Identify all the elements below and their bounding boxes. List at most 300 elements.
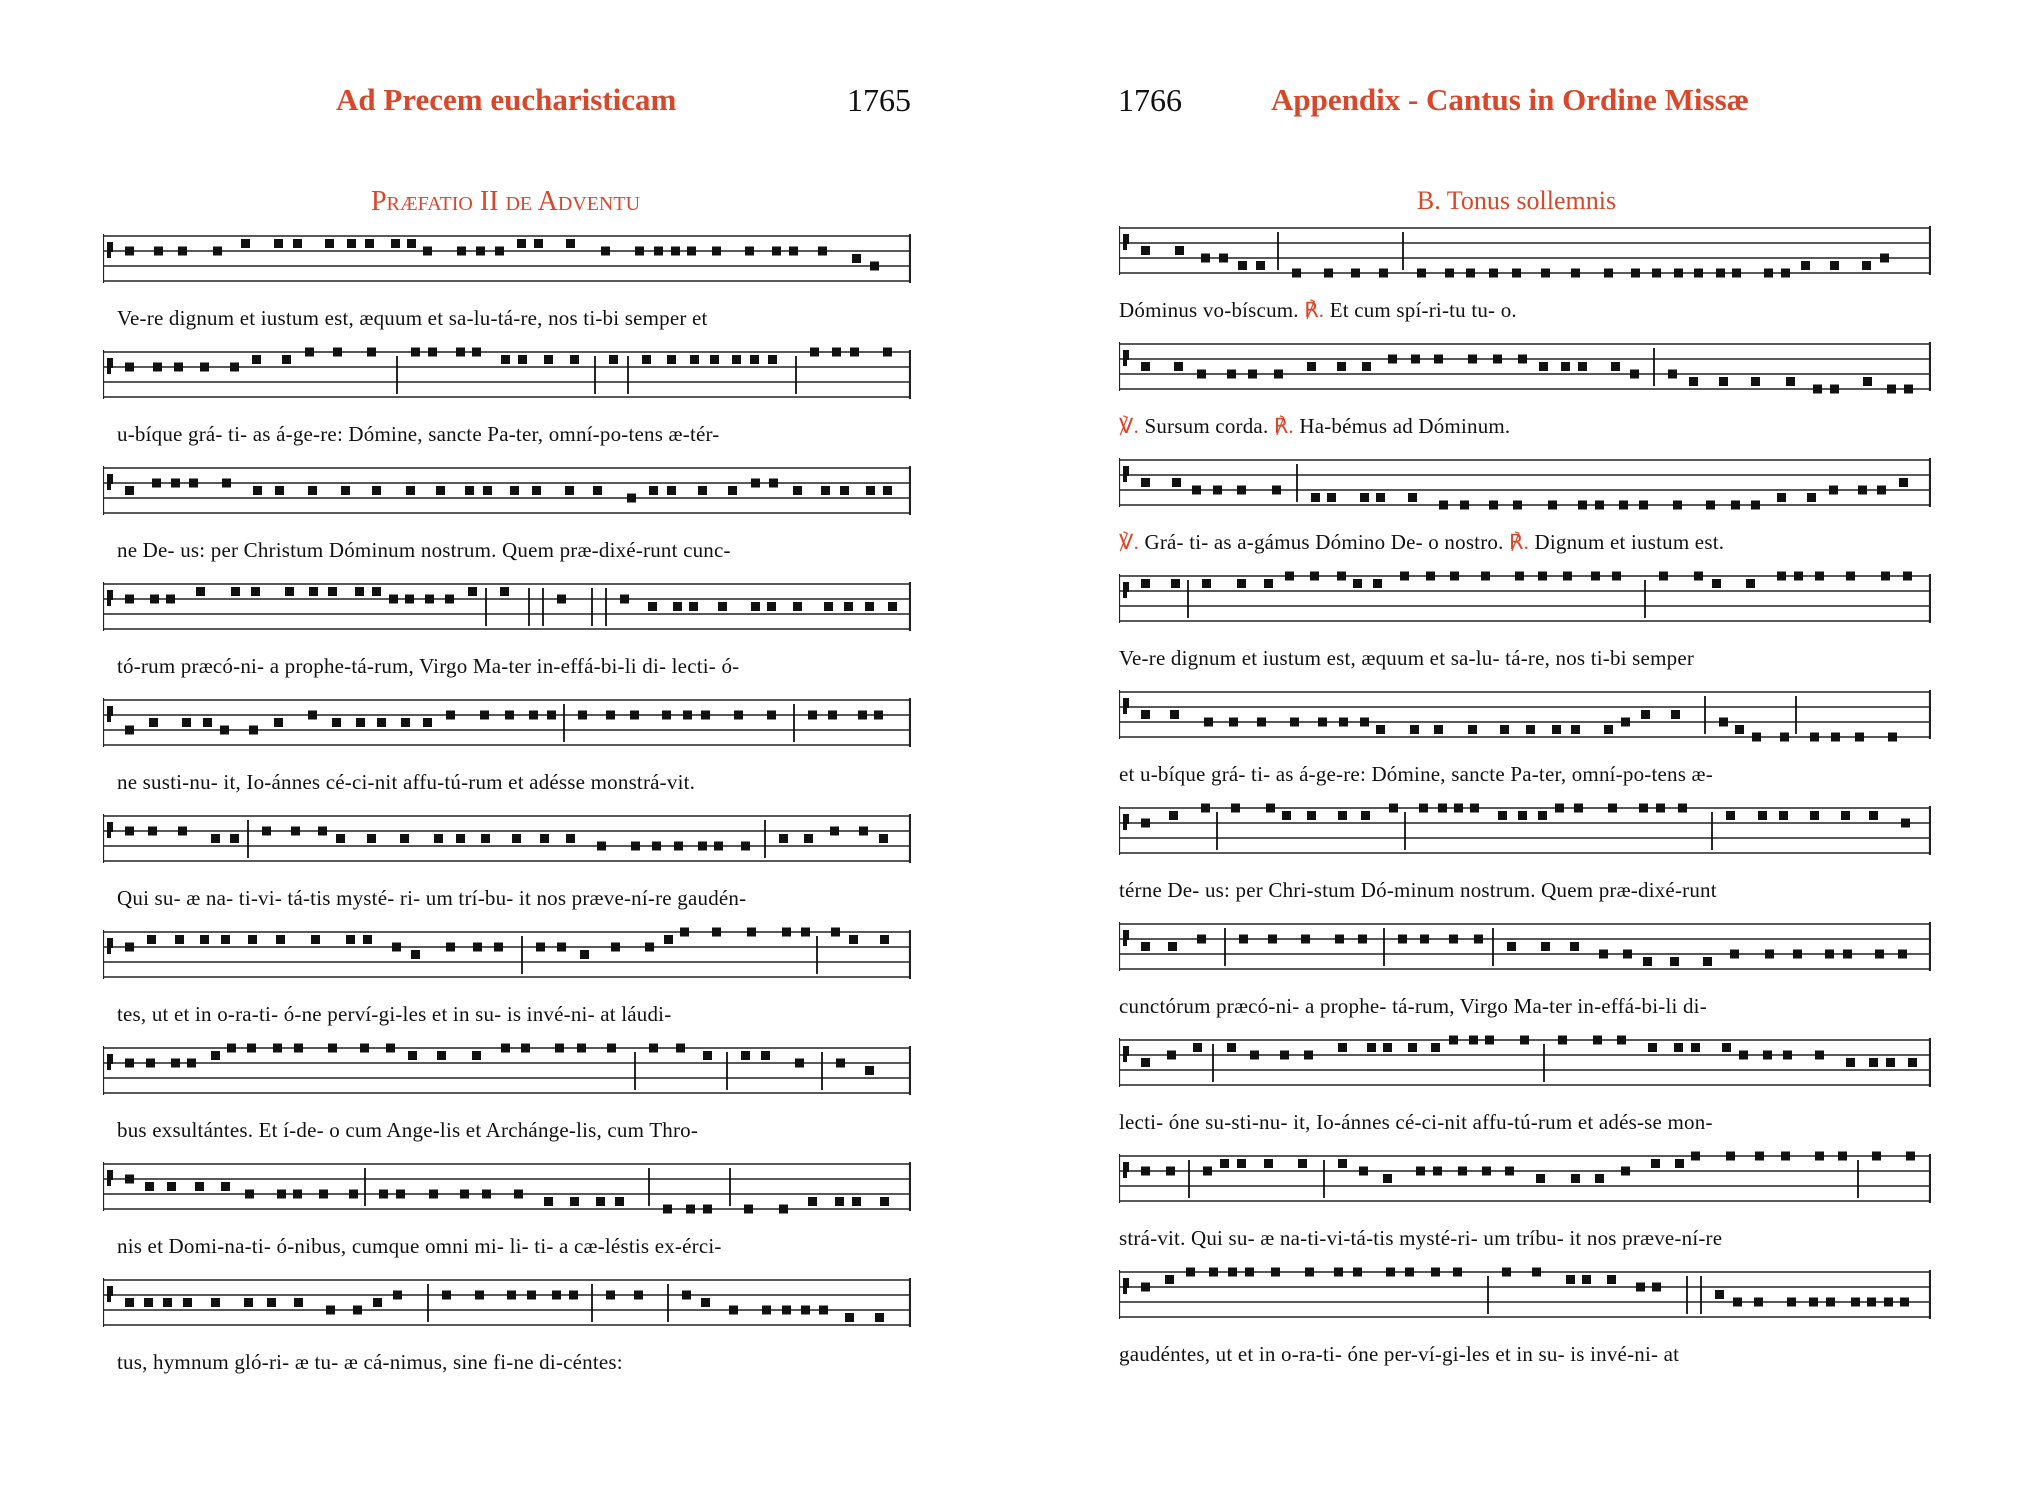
punctum-note (411, 950, 420, 959)
punctum-note (1869, 1058, 1878, 1067)
punctum-note (883, 348, 892, 357)
punctum-note (1604, 269, 1613, 278)
punctum-note (1515, 572, 1524, 581)
punctum-note (654, 247, 663, 256)
punctum-note (751, 602, 760, 611)
punctum-note (125, 595, 134, 604)
punctum-note (1502, 1268, 1511, 1277)
punctum-note (147, 935, 156, 944)
punctum-note (683, 711, 692, 720)
do-clef-icon (107, 242, 113, 258)
punctum-note (1505, 1167, 1514, 1176)
punctum-note (481, 834, 490, 843)
punctum-note (1552, 725, 1561, 734)
punctum-note (627, 494, 636, 503)
punctum-note (762, 1306, 771, 1315)
punctum-note (1417, 269, 1426, 278)
punctum-note (305, 348, 314, 357)
lyric-line: u-bíque grá- ti- as á-ge-re: Dómine, sancte Pa-ter, omní-po-tens æ-tér- (117, 422, 720, 446)
punctum-note (125, 247, 134, 256)
punctum-note (1630, 370, 1639, 379)
staff (103, 1156, 911, 1220)
punctum-note (411, 348, 420, 357)
punctum-note (1863, 377, 1872, 386)
punctum-note (821, 486, 830, 495)
punctum-note (710, 355, 719, 364)
do-clef-icon (1123, 698, 1129, 714)
punctum-note (325, 239, 334, 248)
punctum-note (248, 935, 257, 944)
punctum-note (1141, 710, 1150, 719)
punctum-note (1846, 1058, 1855, 1067)
punctum-note (294, 1298, 303, 1307)
punctum-note (667, 486, 676, 495)
punctum-note (196, 587, 205, 596)
punctum-note (1141, 942, 1150, 951)
punctum-note (1777, 493, 1786, 502)
punctum-note (445, 595, 454, 604)
staff (1119, 916, 1931, 980)
punctum-note (1571, 725, 1580, 734)
lyric-line (1119, 530, 1931, 555)
punctum-note (673, 602, 682, 611)
chant-system (1119, 1264, 1931, 1376)
punctum-note (866, 486, 875, 495)
chant-system (103, 808, 911, 920)
punctum-note (1532, 1268, 1541, 1277)
punctum-note (1541, 942, 1550, 951)
punctum-note (333, 348, 342, 357)
punctum-note (1636, 1283, 1645, 1292)
lyric-segment: Ha-bémus ad Dóminum. (1293, 414, 1511, 438)
punctum-note (408, 1051, 417, 1060)
punctum-note (1280, 1051, 1289, 1060)
punctum-note (1141, 579, 1150, 588)
punctum-note (1561, 362, 1570, 371)
punctum-note (1652, 269, 1661, 278)
punctum-note (1851, 1298, 1860, 1307)
punctum-note (349, 1190, 358, 1199)
punctum-note (1474, 935, 1483, 944)
punctum-note (1482, 1167, 1491, 1176)
lyric-segment: et u-bíque grá- ti- as á-ge-re: Dómine, sancte Pa-ter, omní-po-tens æ- (1119, 762, 1713, 786)
punctum-note (332, 718, 341, 727)
punctum-note (1386, 1268, 1395, 1277)
punctum-note (1862, 261, 1871, 270)
punctum-note (1431, 1043, 1440, 1052)
punctum-note (336, 834, 345, 843)
punctum-note (1689, 377, 1698, 386)
chant-system (1119, 916, 1931, 1028)
punctum-note (1271, 1268, 1280, 1277)
punctum-note (1324, 269, 1333, 278)
punctum-note (1617, 1036, 1626, 1045)
punctum-note (859, 827, 868, 836)
punctum-note (845, 1313, 854, 1322)
punctum-note (1257, 718, 1266, 727)
do-clef-icon (107, 1054, 113, 1070)
punctum-note (1141, 478, 1150, 487)
punctum-note (401, 718, 410, 727)
punctum-note (1237, 486, 1246, 495)
punctum-note (615, 1197, 624, 1206)
punctum-note (832, 348, 841, 357)
punctum-note (1899, 478, 1908, 487)
punctum-note (1237, 579, 1246, 588)
punctum-note (1468, 355, 1477, 364)
punctum-note (1783, 1051, 1792, 1060)
punctum-note (1813, 385, 1822, 394)
punctum-note (495, 247, 504, 256)
punctum-note (1383, 1043, 1392, 1052)
punctum-note (1787, 1298, 1796, 1307)
punctum-note (1826, 1298, 1835, 1307)
punctum-note (274, 718, 283, 727)
punctum-note (200, 935, 209, 944)
lyric-segment: Grá- ti- as a-gámus Dómino De- o nostro. (1139, 530, 1510, 554)
punctum-note (1735, 725, 1744, 734)
punctum-note (1203, 1167, 1212, 1176)
punctum-note (1716, 269, 1725, 278)
chant-system (1119, 684, 1931, 796)
lyric-line (1119, 878, 1931, 903)
left-running-head: Ad Precem eucharisticam (336, 82, 677, 117)
punctum-note (482, 1190, 491, 1199)
punctum-note (391, 239, 400, 248)
staff (103, 344, 911, 408)
punctum-note (1754, 1298, 1763, 1307)
punctum-note (213, 247, 222, 256)
lyric-line (1119, 994, 1931, 1019)
punctum-note (750, 355, 759, 364)
punctum-note (1353, 579, 1362, 588)
punctum-note (1884, 1298, 1893, 1307)
punctum-note (1229, 718, 1238, 727)
punctum-note (1815, 1051, 1824, 1060)
punctum-note (1886, 1058, 1895, 1067)
punctum-note (745, 247, 754, 256)
punctum-note (1641, 710, 1650, 719)
punctum-note (634, 1291, 643, 1300)
chant-system (103, 344, 911, 456)
punctum-note (407, 239, 416, 248)
punctum-note (687, 247, 696, 256)
rubric-sign: ℟. (1273, 414, 1294, 438)
punctum-note (1518, 811, 1527, 820)
punctum-note (566, 834, 575, 843)
punctum-note (211, 1051, 220, 1060)
punctum-note (570, 355, 579, 364)
punctum-note (879, 834, 888, 843)
punctum-note (1670, 957, 1679, 966)
punctum-note (648, 602, 657, 611)
punctum-note (1671, 710, 1680, 719)
punctum-note (1460, 501, 1469, 510)
punctum-note (406, 486, 415, 495)
punctum-note (686, 1205, 695, 1214)
punctum-note (1376, 493, 1385, 502)
punctum-note (1197, 935, 1206, 944)
punctum-note (507, 1291, 516, 1300)
do-clef-icon (107, 822, 113, 838)
punctum-note (367, 348, 376, 357)
punctum-note (529, 711, 538, 720)
punctum-note (1752, 733, 1761, 742)
do-clef-icon (107, 1286, 113, 1302)
punctum-note (245, 1190, 254, 1199)
punctum-note (1360, 493, 1369, 502)
punctum-note (1468, 725, 1477, 734)
punctum-note (163, 1298, 172, 1307)
lyric-segment: Sursum corda. (1139, 414, 1274, 438)
punctum-note (1810, 733, 1819, 742)
punctum-note (1165, 1275, 1174, 1284)
punctum-note (1694, 572, 1703, 581)
punctum-note (712, 928, 721, 937)
punctum-note (460, 1190, 469, 1199)
punctum-note (1453, 1268, 1462, 1277)
punctum-note (824, 602, 833, 611)
chant-system (103, 460, 911, 572)
punctum-note (1758, 811, 1767, 820)
punctum-note (1307, 362, 1316, 371)
punctum-note (514, 1190, 523, 1199)
right-running-head: Appendix - Cantus in Ordine Missæ (1271, 82, 1750, 117)
punctum-note (789, 247, 798, 256)
punctum-note (405, 595, 414, 604)
punctum-note (1715, 1290, 1724, 1299)
punctum-note (793, 486, 802, 495)
punctum-note (294, 1044, 303, 1053)
punctum-note (1599, 950, 1608, 959)
punctum-note (768, 355, 777, 364)
punctum-note (880, 1197, 889, 1206)
punctum-note (446, 711, 455, 720)
punctum-note (1493, 355, 1502, 364)
punctum-note (1438, 804, 1447, 813)
punctum-note (1201, 254, 1210, 263)
punctum-note (187, 1059, 196, 1068)
punctum-note (698, 486, 707, 495)
do-clef-icon (1123, 1162, 1129, 1178)
punctum-note (1228, 1268, 1237, 1277)
punctum-note (1141, 246, 1150, 255)
punctum-note (1454, 804, 1463, 813)
lyric-segment: lecti- óne su-sti-nu- it, Io-ánnes cé-ci-nit affu-tú-rum et adés-se mon- (1119, 1110, 1713, 1134)
punctum-note (1174, 362, 1183, 371)
right-page (1011, 0, 2022, 1500)
punctum-note (606, 1291, 615, 1300)
punctum-note (174, 363, 183, 372)
punctum-note (1881, 572, 1890, 581)
punctum-note (1694, 269, 1703, 278)
punctum-note (1172, 478, 1181, 487)
punctum-note (712, 247, 721, 256)
chant-system (103, 228, 911, 340)
punctum-note (483, 486, 492, 495)
punctum-note (1379, 269, 1388, 278)
punctum-note (1238, 261, 1247, 270)
punctum-note (1141, 362, 1150, 371)
punctum-note (1731, 501, 1740, 510)
punctum-note (544, 1197, 553, 1206)
lyric-line: ne susti-nu- it, Io-ánnes cé-ci-nit affu-tú-rum et adésse monstrá-vit. (117, 770, 696, 794)
staff (103, 460, 911, 524)
lyric-segment: strá-vit. Qui su- æ na-ti-vi-tá-tis mysté-ri- um tríbu- it nos præve-ní-re (1119, 1226, 1723, 1250)
punctum-note (521, 1044, 530, 1053)
punctum-note (379, 1190, 388, 1199)
punctum-note (1359, 1167, 1368, 1176)
punctum-note (1498, 811, 1507, 820)
punctum-note (536, 943, 545, 952)
punctum-note (1659, 572, 1668, 581)
punctum-note (183, 1298, 192, 1307)
punctum-note (1648, 1043, 1657, 1052)
punctum-note (145, 1182, 154, 1191)
punctum-note (795, 1059, 804, 1068)
punctum-note (1712, 579, 1721, 588)
punctum-note (1877, 486, 1886, 495)
punctum-note (442, 1291, 451, 1300)
punctum-note (1719, 377, 1728, 386)
punctum-note (1264, 1159, 1273, 1168)
punctum-note (874, 711, 883, 720)
punctum-note (1434, 725, 1443, 734)
punctum-note (527, 1291, 536, 1300)
punctum-note (428, 348, 437, 357)
punctum-note (372, 587, 381, 596)
punctum-note (649, 486, 658, 495)
punctum-note (849, 935, 858, 944)
punctum-note (1310, 572, 1319, 581)
punctum-note (328, 587, 337, 596)
punctum-note (436, 486, 445, 495)
right-section-title: B. Tonus sollemnis (1416, 186, 1617, 215)
punctum-note (751, 479, 760, 488)
punctum-note (1611, 362, 1620, 371)
punctum-note (355, 587, 364, 596)
punctum-note (1780, 733, 1789, 742)
punctum-note (779, 834, 788, 843)
punctum-note (1872, 1152, 1881, 1161)
punctum-note (782, 1306, 791, 1315)
punctum-note (274, 239, 283, 248)
punctum-note (557, 595, 566, 604)
punctum-note (1668, 370, 1677, 379)
punctum-note (808, 711, 817, 720)
punctum-note (1420, 935, 1429, 944)
punctum-note (1830, 261, 1839, 270)
punctum-note (1481, 572, 1490, 581)
punctum-note (178, 247, 187, 256)
punctum-note (125, 1175, 134, 1184)
punctum-note (689, 602, 698, 611)
punctum-note (456, 834, 465, 843)
punctum-note (1639, 804, 1648, 813)
punctum-note (319, 1190, 328, 1199)
punctum-note (222, 479, 231, 488)
punctum-note (808, 1197, 817, 1206)
punctum-note (480, 711, 489, 720)
punctum-note (203, 718, 212, 727)
punctum-note (1574, 804, 1583, 813)
punctum-note (221, 935, 230, 944)
punctum-note (275, 486, 284, 495)
punctum-note (389, 595, 398, 604)
punctum-note (1786, 377, 1795, 386)
punctum-note (1656, 804, 1665, 813)
punctum-note (597, 842, 606, 851)
punctum-note (1231, 804, 1240, 813)
punctum-note (373, 1298, 382, 1307)
punctum-note (1526, 725, 1535, 734)
punctum-note (1631, 269, 1640, 278)
punctum-note (400, 834, 409, 843)
punctum-note (1410, 725, 1419, 734)
punctum-note (1141, 1283, 1150, 1292)
punctum-note (1595, 501, 1604, 510)
punctum-note (1751, 377, 1760, 386)
punctum-note (1513, 501, 1522, 510)
punctum-note (744, 1205, 753, 1214)
punctum-note (1360, 718, 1369, 727)
punctum-note (1301, 935, 1310, 944)
do-clef-icon (1123, 234, 1129, 250)
do-clef-icon (107, 474, 113, 490)
punctum-note (1274, 370, 1283, 379)
punctum-note (1411, 355, 1420, 364)
punctum-note (1570, 942, 1579, 951)
punctum-note (1751, 501, 1760, 510)
punctum-note (363, 935, 372, 944)
punctum-note (251, 587, 260, 596)
punctum-note (457, 247, 466, 256)
punctum-note (1405, 1268, 1414, 1277)
punctum-note (1765, 950, 1774, 959)
punctum-note (1373, 579, 1382, 588)
punctum-note (182, 718, 191, 727)
punctum-note (1416, 1167, 1425, 1176)
punctum-note (607, 1044, 616, 1053)
punctum-note (1248, 370, 1257, 379)
punctum-note (517, 239, 526, 248)
do-clef-icon (1123, 1278, 1129, 1294)
staff (1119, 568, 1931, 632)
punctum-note (244, 1298, 253, 1307)
punctum-note (1445, 269, 1454, 278)
punctum-note (1197, 370, 1206, 379)
punctum-note (1763, 1051, 1772, 1060)
punctum-note (844, 602, 853, 611)
punctum-note (593, 486, 602, 495)
punctum-note (1376, 725, 1385, 734)
punctum-note (1450, 572, 1459, 581)
punctum-note (1304, 1051, 1313, 1060)
punctum-note (1558, 1036, 1567, 1045)
punctum-note (501, 355, 510, 364)
punctum-note (1383, 1174, 1392, 1183)
punctum-note (1582, 1275, 1591, 1284)
punctum-note (1268, 935, 1277, 944)
punctum-note (1746, 579, 1755, 588)
punctum-note (1338, 1159, 1347, 1168)
punctum-note (512, 834, 521, 843)
staff (103, 808, 911, 872)
punctum-note (1855, 733, 1864, 742)
punctum-note (1867, 1298, 1876, 1307)
punctum-note (1285, 572, 1294, 581)
punctum-note (500, 587, 509, 596)
